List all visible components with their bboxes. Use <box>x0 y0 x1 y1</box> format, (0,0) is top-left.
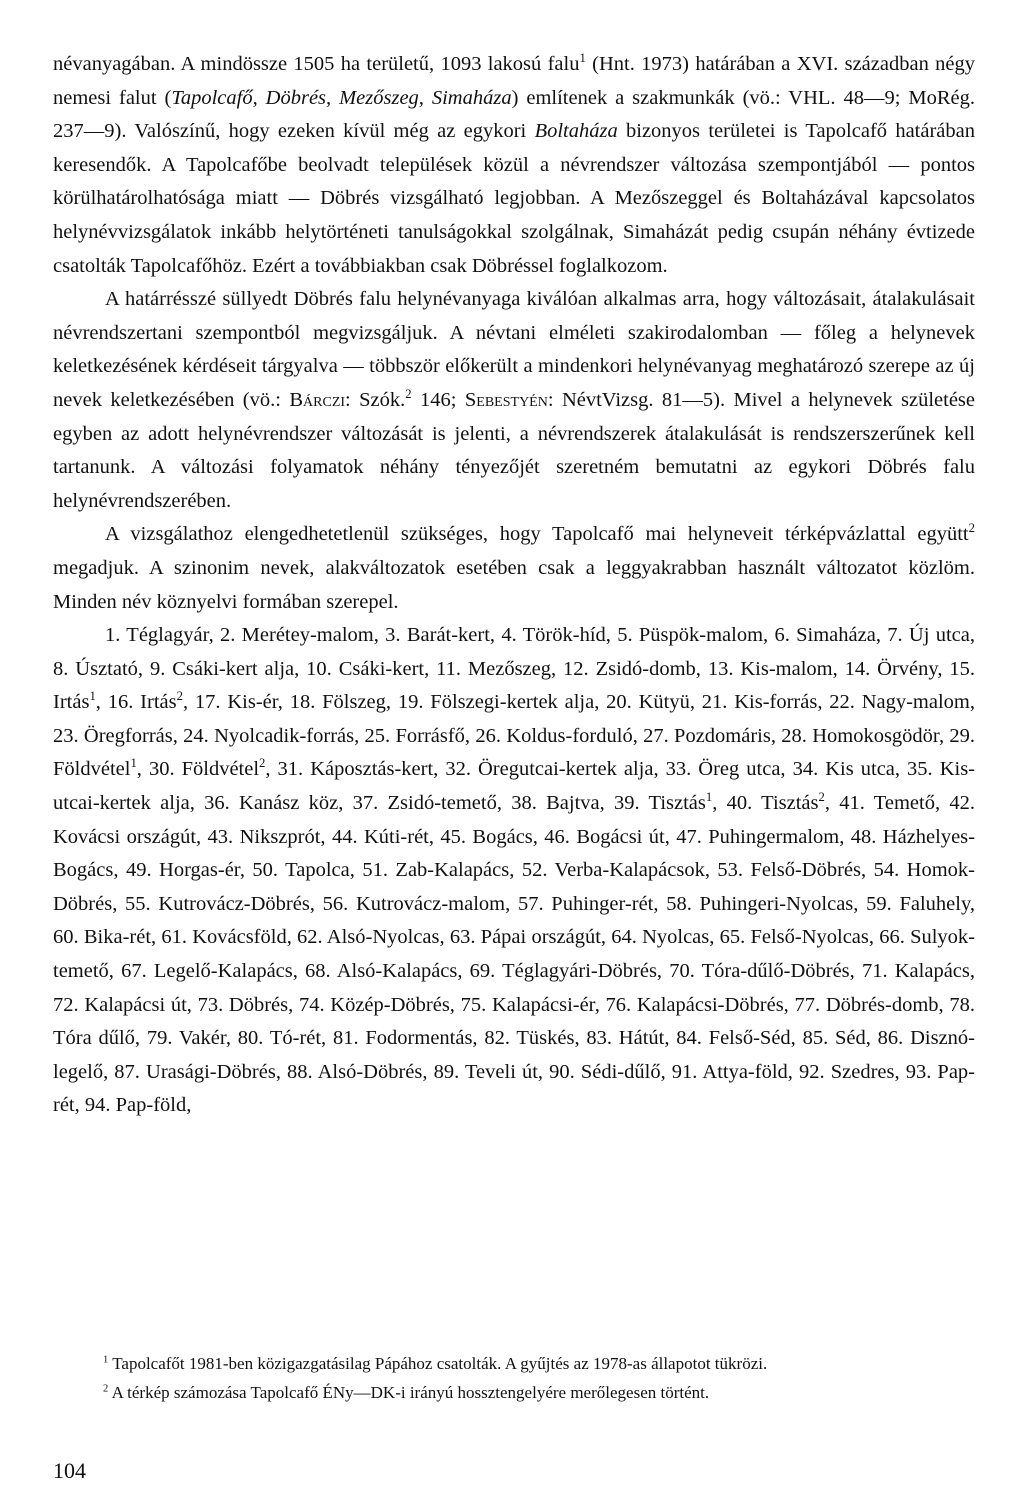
footnote-marker: 2 <box>103 1383 109 1395</box>
index-superscript: 2 <box>259 756 266 771</box>
author-name: Sebestyén <box>464 388 548 411</box>
footnotes <box>53 1354 975 1412</box>
footnote-2 <box>53 1383 975 1403</box>
text-run: , 41. Temető, 42. Kovácsi országút, 43. Nikszprót, 44. Kúti-rét, 45. Bogács, 46. Bogácsi út, 47. Puhingermalom, 48. Házhelyes-Bogács, 49. Horgas-ér, 50. Tapolca, 51. Zab-Kalapács, 52. Verba-Kalapácsok, 53. Felső-Döbrés, 54. Homok-Döbrés, 55. Kutrovácz-Döbrés, 56. Kutrovácz-malom, 57. Puhinger-rét, 58. Puhingeri-Nyolcas, 59. Faluhely, 60. Bika-rét, 61. Kovácsföld, 62. Alsó-Nyolcas, 63. Pápai országút, 64. Nyolcas, 65. Felső-Nyolcas, 66. Sulyok-temető, 67. Legelő-Kalapács, 68. Alsó-Kalapács, 69. Téglagyári-Döbrés, 70. Tóra-dűlő-Döbrés, 71. Kalapács, 72. Kalapácsi út, 73. Döbrés, 74. Közép-Döbrés, 75. Kalapácsi-ér, 76. Kalapácsi-Döbrés, 77. Döbrés-domb, 78. Tóra dűlő, 79. Vakér, 80. Tó-rét, 81. Fodormentás, 82. Tüskés, 83. Hátút, 84. Felső-Séd, 85. Séd, 86. Disznó-legelő, 87. Urasági-Döbrés, 88. Alsó-Döbrés, 89. Teveli út, 90. Sédi-dűlő, 91. Attya-föld, 92. Szedres, 93. Pap-rét, 94. Pap-föld, <box>53 792 975 1117</box>
footnote-ref: 1 <box>579 51 586 66</box>
text-run: 146; <box>411 388 465 411</box>
text-run: , 17. Kis-ér, 18. Fölszeg, 19. Fölszegi-kertek alja, 20. Kütyü, 21. Kis-forrás, 22. Nagy-malom, 23. Öregforrás, 24. Nyolcadik-forrás, 25. Forrásfő, 26. Koldus-forduló, 27. Pozdomáris, 28. Homokosgödör, 29. Földvétel <box>53 691 975 781</box>
footnote-1 <box>53 1354 975 1374</box>
text-run: A határrésszé süllyedt Döbrés falu helynévanyaga kiválóan alkalmas arra, hogy változásait, átalakulásait névrendszertani szempontból megvizsgáljuk. A névtani elméleti szakirodalomban — főleg a helynevek keletkezésének kérdéseit tárgyalva — többször előkerült a mindenkori helynévanyag meghatározó szerepe az új nevek keletkezésében (vö.: <box>53 288 975 411</box>
index-superscript: 1 <box>89 689 96 704</box>
edition-superscript: 2 <box>405 387 412 402</box>
index-superscript: 1 <box>705 790 713 805</box>
text-run: , 30. Földvétel <box>136 758 260 781</box>
text-run: ) említenek a szakmunkák (vö.: VHL. 48—9; MoRég. 237—9). Valószínű, hogy ezeken kívül még az egykori <box>53 86 975 143</box>
author-name: Bárczi <box>289 388 346 411</box>
text-run: bizonyos területei is Tapolcafő határában keresendők. A Tapolcafőbe beolvadt települések közül a névrendszer változása szempontjából — pontos körülhatárolhatósága miatt — Döbrés vizsgálható legjobban. A Mezőszeggel és Boltaházával kapcsolatos helynévvizsgálatok inkább helytörténeti tanulságokkal szolgálnak, Simaházát pedig csupán néhány évtizede csatolták Tapolcafőhöz. Ezért a továbbiakban csak Döbréssel foglalkozom. <box>53 120 975 277</box>
footnote-text: A térkép számozása Tapolcafő ÉNy—DK-i irányú hossztengelyére merőlegesen történt. <box>108 1383 710 1402</box>
page-number: 104 <box>53 1458 86 1483</box>
text-run: 1. Téglagyár, 2. Merétey-malom, 3. Barát-kert, 4. Török-híd, 5. Püspök-malom, 6. Simaháza, 7. Új utca, 8. Úsztató, 9. Csáki-kert alja, 10. Csáki-kert, 11. Mezőszeg, 12. Zsidó-domb, 13. Kis-malom, 14. Örvény, 15. Irtás <box>53 624 975 714</box>
village-names-italic: Tapolcafő, Döbrés, Mezőszeg, Simaháza <box>171 86 512 109</box>
boltahaza-italic: Boltaháza <box>534 120 618 143</box>
text-run: névanyagában. A mindössze 1505 ha területű, 1093 lakosú falu <box>53 53 580 75</box>
text-run: , 31. Káposztás-kert, 32. Öregutcai-kertek alja, 33. Öreg utca, 34. Kis utca, 35. Kis-utcai-kertek alja, 36. Kanász köz, 37. Zsidó-temető, 38. Bajtva, 39. Tisztás <box>53 758 976 815</box>
paragraph-dobres <box>53 283 975 518</box>
footnote-ref: 2 <box>968 521 975 536</box>
paragraph-method <box>53 518 975 619</box>
text-run: megadjuk. A szinonim nevek, alakváltozatok esetében csak a leggyakrabban használt változatot közlöm. Minden név köznyelvi formában szerepel. <box>53 556 975 613</box>
paragraph-intro <box>53 48 975 283</box>
text-run: A vizsgálathoz elengedhetetlenül szükséges, hogy Tapolcafő mai helyneveit térképvázlattal együtt <box>105 523 969 546</box>
text-run: : Szók. <box>345 388 406 411</box>
index-superscript: 1 <box>130 756 137 771</box>
text-run: : NévtVizsg. 81—5). Mivel a helynevek születése egyben az adott helynévrendszer változását is jelenti, a névrendszerek átalakulását is rendszerszerűnek kell tartanunk. A változási folyamatok néhány tényezőjét szeretném bemutatni az egykori Döbrés falu helynévrendszerében. <box>53 388 976 512</box>
footnote-text: Tapolcafőt 1981-ben közigazgatásilag Pápához csatolták. A gyűjtés az 1978-as állapotot tükrözi. <box>108 1354 768 1373</box>
text-run: (Hnt. 1973) határában a XVI. században négy nemesi falut ( <box>53 53 975 109</box>
main-text <box>53 48 975 1123</box>
paragraph-place-names-list <box>53 619 975 1123</box>
text-run: , 40. Tisztás <box>712 792 819 815</box>
index-superscript: 2 <box>818 790 825 805</box>
index-superscript: 2 <box>176 689 183 704</box>
footnote-marker: 1 <box>103 1354 109 1366</box>
text-run: , 16. Irtás <box>95 691 177 714</box>
